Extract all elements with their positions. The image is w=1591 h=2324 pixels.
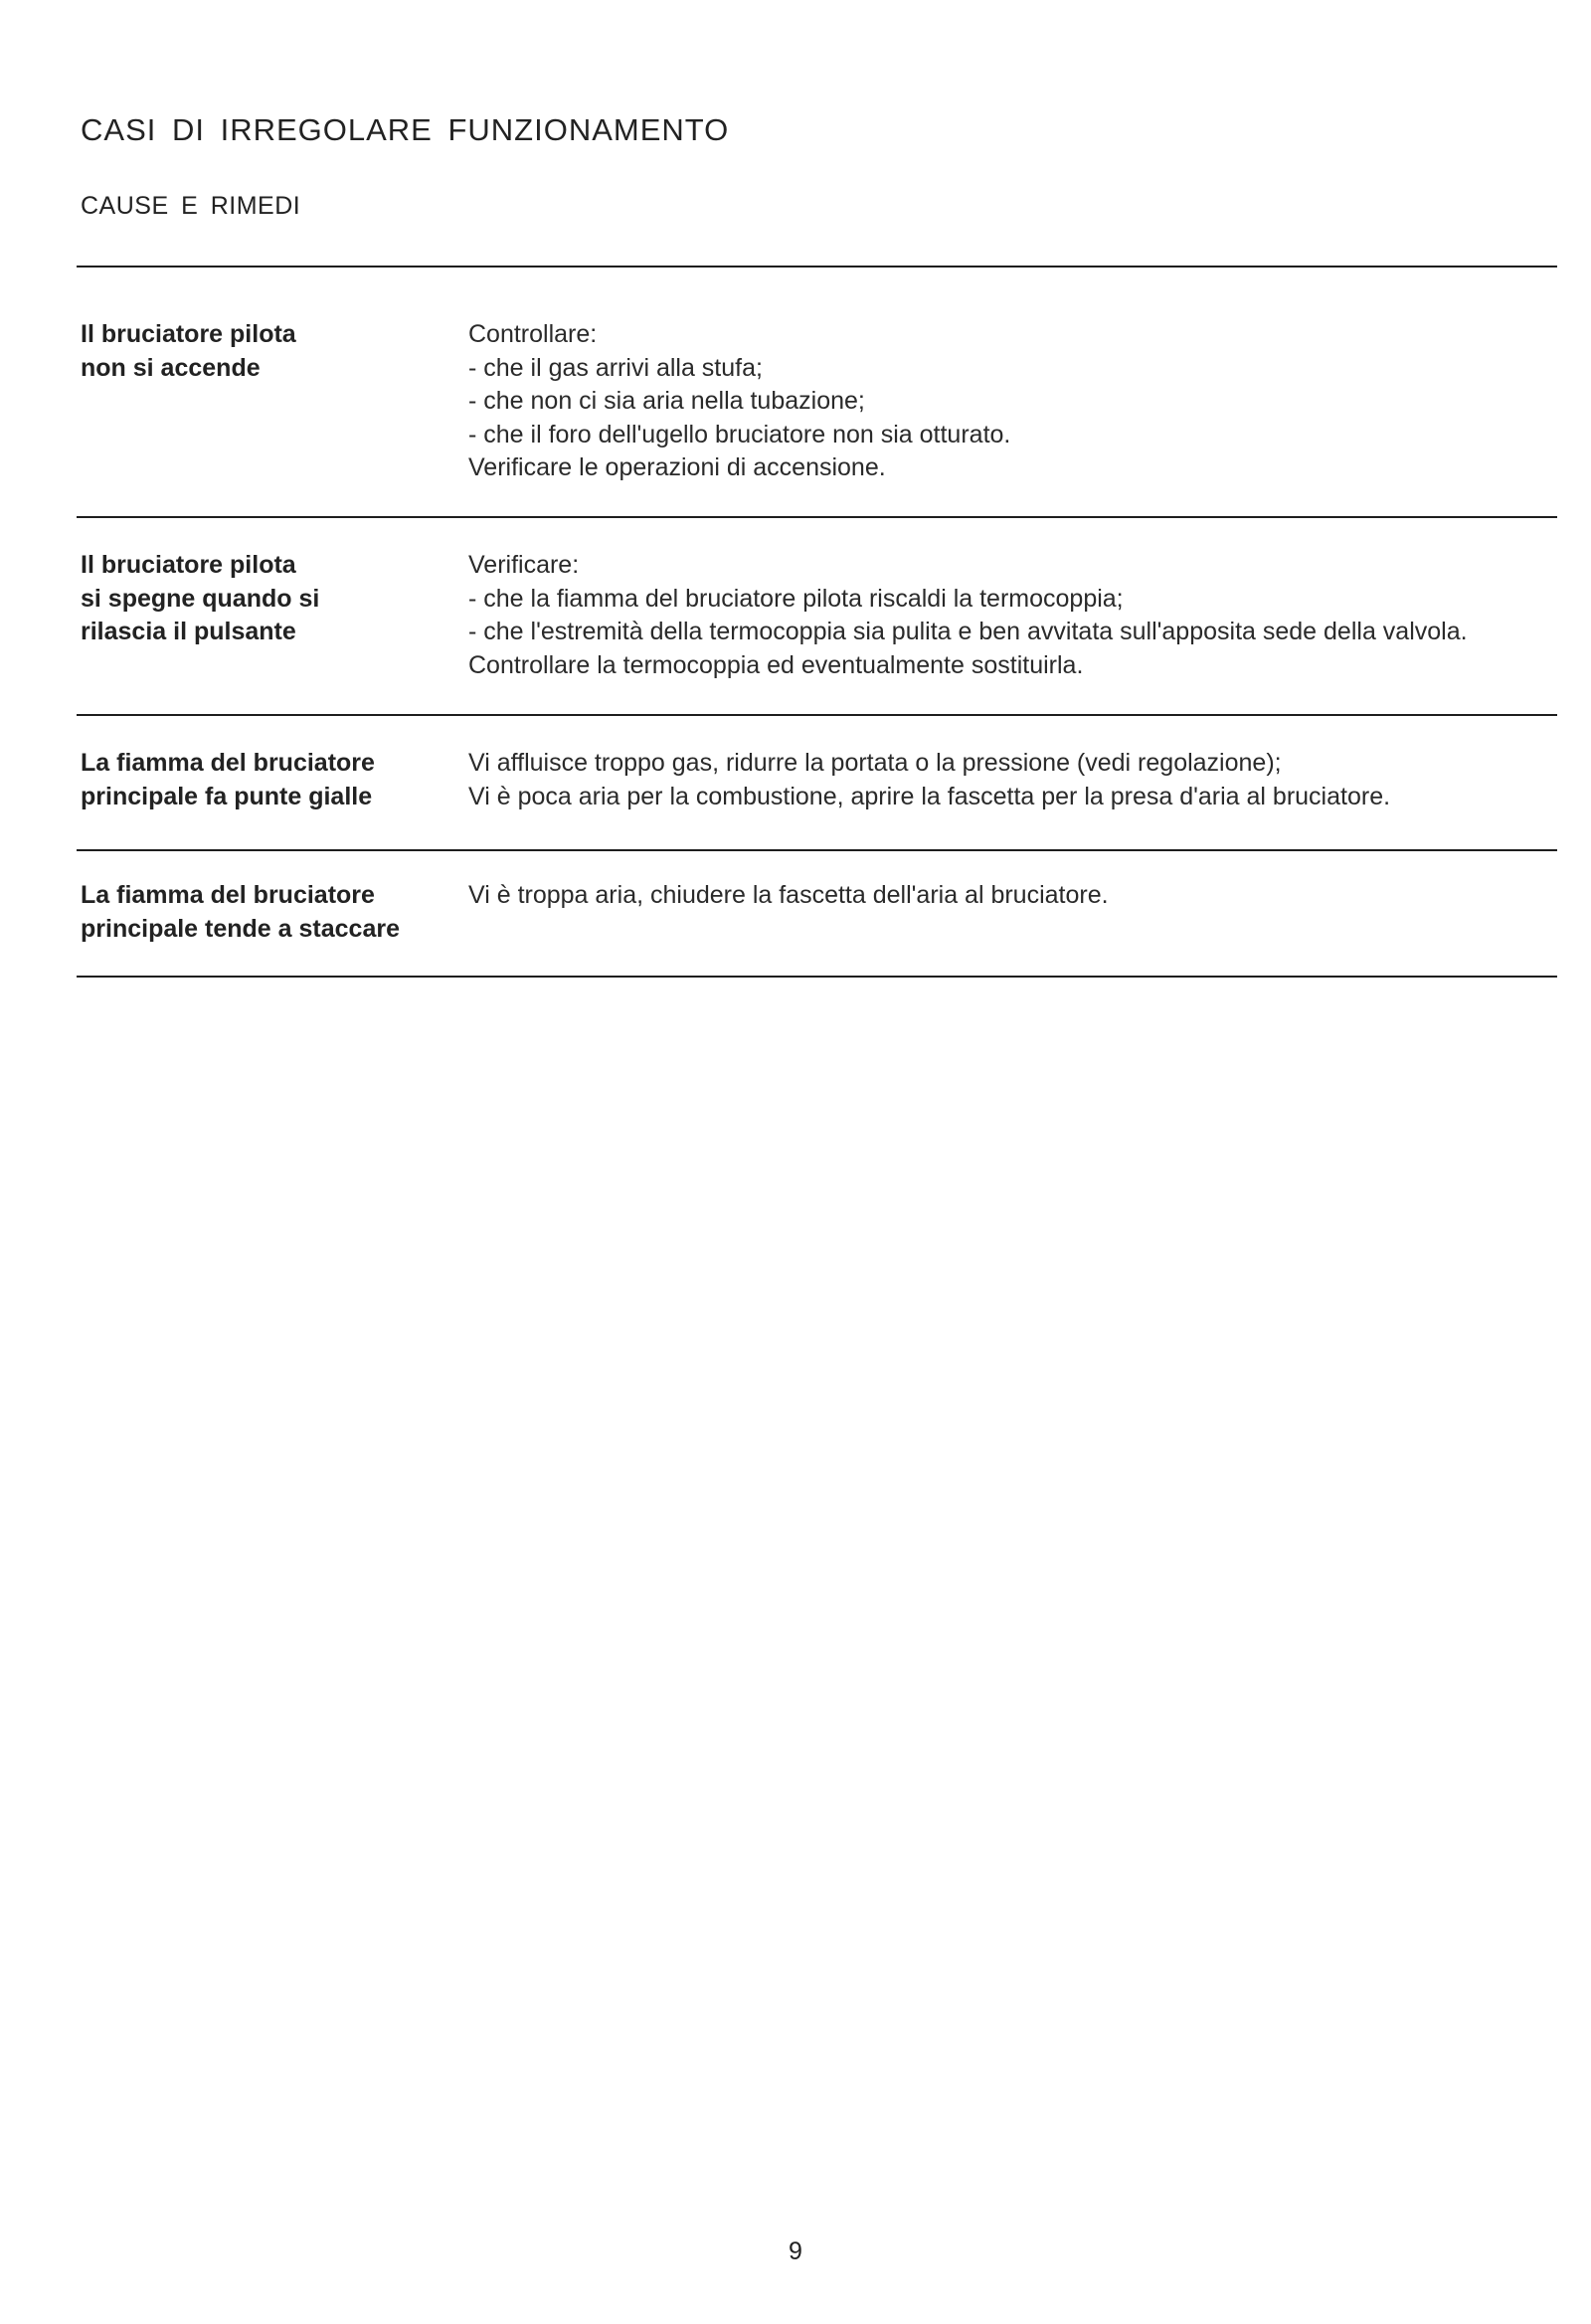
cause-line: La fiamma del bruciatore bbox=[81, 749, 375, 777]
cause-cell bbox=[81, 549, 458, 649]
remedy-line: - che l'estremità della termocoppia sia pulita e ben avvitata sull'apposita sede della valvola. bbox=[468, 618, 1468, 645]
remedy-line: Controllare la termocoppia ed eventualmente sostituirla. bbox=[468, 650, 1084, 679]
remedy-line: - che la fiamma del bruciatore pilota riscaldi la termocoppia; bbox=[468, 584, 1124, 613]
remedy-line: - che il foro dell'ugello bruciatore non sia otturato. bbox=[468, 420, 1011, 448]
remedy-line: Vi è troppa aria, chiudere la fascetta dell'aria al bruciatore. bbox=[468, 881, 1109, 909]
remedy-cell bbox=[468, 318, 1562, 485]
remedy-line: Vi affluisce troppo gas, ridurre la portata o la pressione (vedi regolazione); bbox=[468, 749, 1282, 777]
cause-line: La fiamma del bruciatore bbox=[81, 881, 375, 909]
table-top-rule bbox=[77, 266, 1557, 268]
cause-line: rilascia il pulsante bbox=[81, 618, 296, 645]
cause-line: principale fa punte gialle bbox=[81, 782, 373, 810]
cause-line: principale tende a staccare bbox=[81, 914, 400, 943]
page-title: CASI DI IRREGOLARE FUNZIONAMENTO bbox=[81, 112, 730, 147]
remedy-line: Controllare: bbox=[468, 320, 598, 348]
remedy-cell bbox=[468, 879, 1562, 913]
cause-line: Il bruciatore pilota bbox=[81, 320, 296, 348]
remedy-cell bbox=[468, 747, 1562, 813]
page-number: 9 bbox=[789, 2237, 802, 2265]
row-divider bbox=[77, 849, 1557, 851]
remedy-line: Vi è poca aria per la combustione, aprire la fascetta per la presa d'aria al bruciatore. bbox=[468, 782, 1391, 810]
remedy-line: Verificare le operazioni di accensione. bbox=[468, 453, 886, 481]
cause-line: si spegne quando si bbox=[81, 584, 320, 613]
remedy-cell bbox=[468, 549, 1562, 682]
row-divider bbox=[77, 516, 1557, 518]
cause-cell bbox=[81, 318, 458, 385]
table-bottom-rule bbox=[77, 976, 1557, 978]
remedy-line: - che non ci sia aria nella tubazione; bbox=[468, 387, 865, 415]
row-divider bbox=[77, 714, 1557, 716]
cause-cell bbox=[81, 879, 458, 946]
cause-line: Il bruciatore pilota bbox=[81, 551, 296, 579]
page-subtitle: CAUSE E RIMEDI bbox=[81, 192, 301, 220]
remedy-line: Verificare: bbox=[468, 551, 580, 579]
cause-cell bbox=[81, 747, 458, 813]
remedy-line: - che il gas arrivi alla stufa; bbox=[468, 353, 763, 382]
cause-line: non si accende bbox=[81, 353, 261, 382]
